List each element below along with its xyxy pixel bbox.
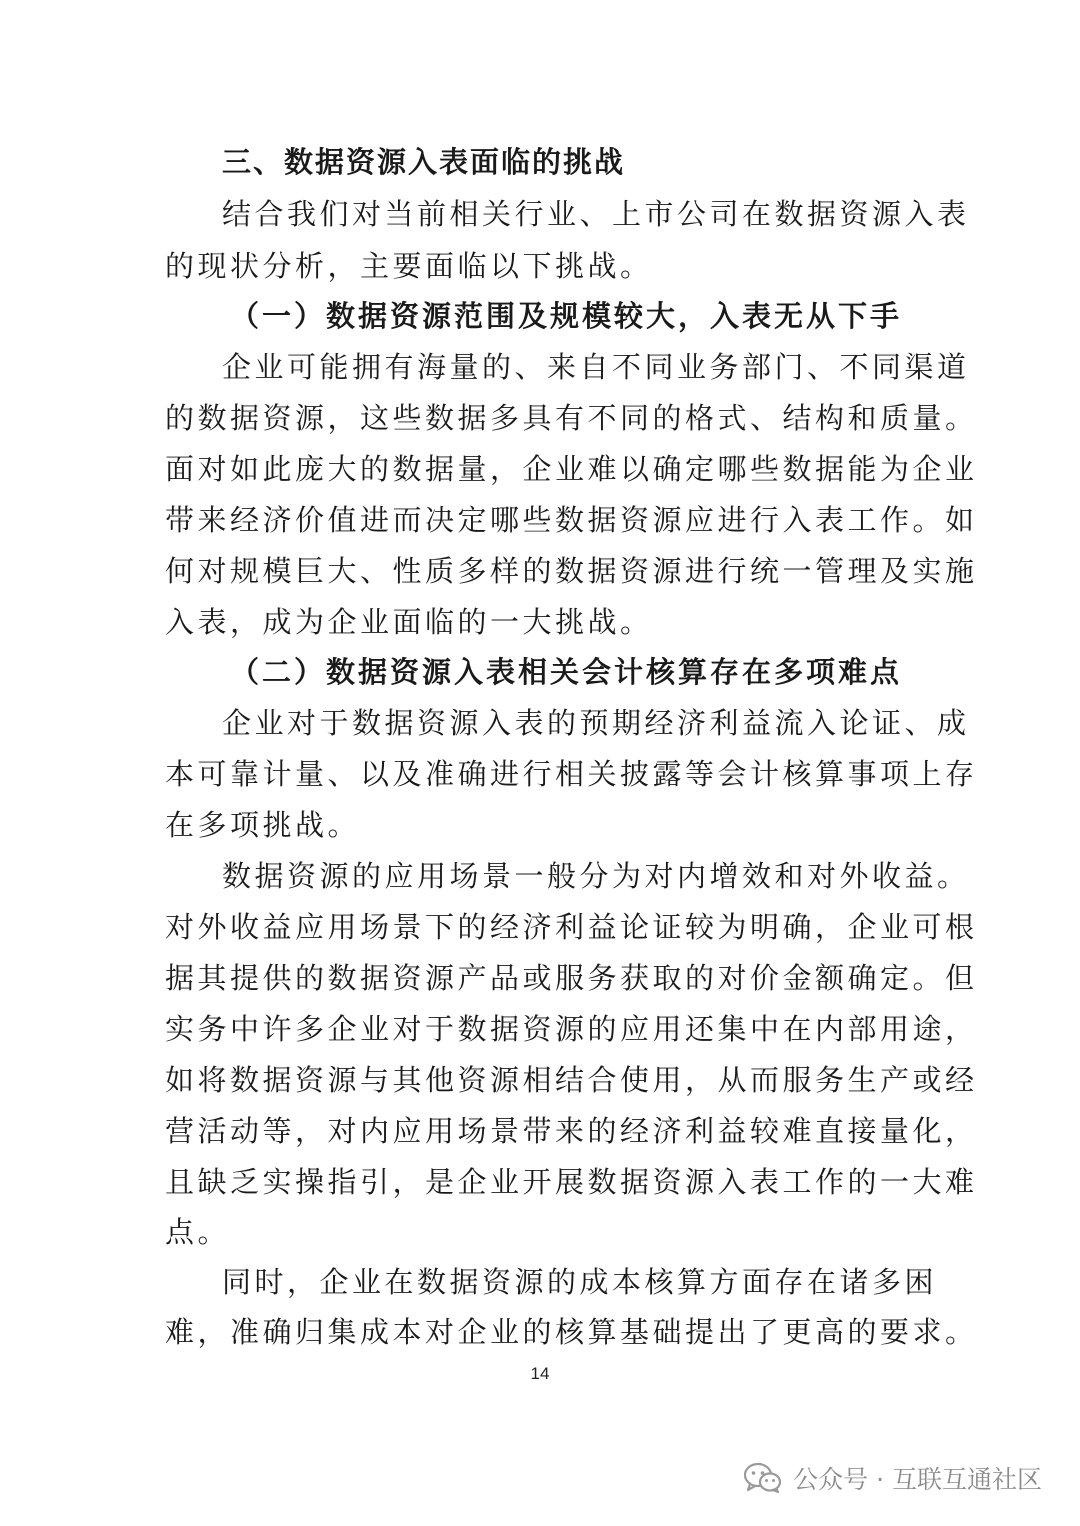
subsection-heading: （二）数据资源入表相关会计核算存在多项难点 [230,655,903,689]
watermark [743,1458,1042,1498]
page-number: 14 [530,1364,550,1383]
paragraph-line: 营活动等，对内应用场景带来的经济利益较难直接量化， [165,1114,978,1148]
paragraph-line: 同时，企业在数据资源的成本核算方面存在诸多困 [222,1265,938,1299]
paragraph-line: 对外收益应用场景下的经济利益论证较为明确，企业可根 [165,910,978,944]
paragraph-line: 入表，成为企业面临的一大挑战。 [165,605,653,639]
paragraph-line: 企业对于数据资源入表的预期经济利益流入论证、成 [222,706,970,740]
paragraph-line: 难，准确归集成本对企业的核算基础提出了更高的要求。 [165,1315,978,1349]
paragraph-line: 据其提供的数据资源产品或服务获取的对价金额确定。但 [165,961,978,995]
wechat-icon [743,1462,783,1494]
paragraph-line: 本可靠计量、以及准确进行相关披露等会计核算事项上存 [165,757,978,791]
paragraph-line: 在多项挑战。 [165,808,361,842]
paragraph-line: 企业可能拥有海量的、来自不同业务部门、不同渠道 [222,350,970,384]
subsection-heading: （一）数据资源范围及规模较大，入表无从下手 [230,299,903,333]
paragraph-line: 如将数据资源与其他资源相结合使用，从而服务生产或经 [165,1063,978,1097]
watermark-text: 公众号 · 互联互通社区 [793,1465,1042,1494]
paragraph-line: 且缺乏实操指引，是企业开展数据资源入表工作的一大难 [165,1165,978,1199]
paragraph-line: 的数据资源，这些数据多具有不同的格式、结构和质量。 [165,401,978,435]
paragraph-line: 点。 [165,1215,231,1249]
paragraph-line: 带来经济价值进而决定哪些数据资源应进行入表工作。如 [165,503,978,537]
section-heading: 三、数据资源入表面临的挑战 [222,145,626,179]
paragraph-line: 数据资源的应用场景一般分为对内增效和对外收益。 [222,859,970,893]
paragraph-line: 面对如此庞大的数据量，企业难以确定哪些数据能为企业 [165,452,978,486]
paragraph-line: 何对规模巨大、性质多样的数据资源进行统一管理及实施 [165,554,978,588]
paragraph-line: 的现状分析，主要面临以下挑战。 [165,249,653,283]
paragraph-line: 实务中许多企业对于数据资源的应用还集中在内部用途， [165,1012,978,1046]
paragraph-line: 结合我们对当前相关行业、上市公司在数据资源入表 [222,197,970,231]
